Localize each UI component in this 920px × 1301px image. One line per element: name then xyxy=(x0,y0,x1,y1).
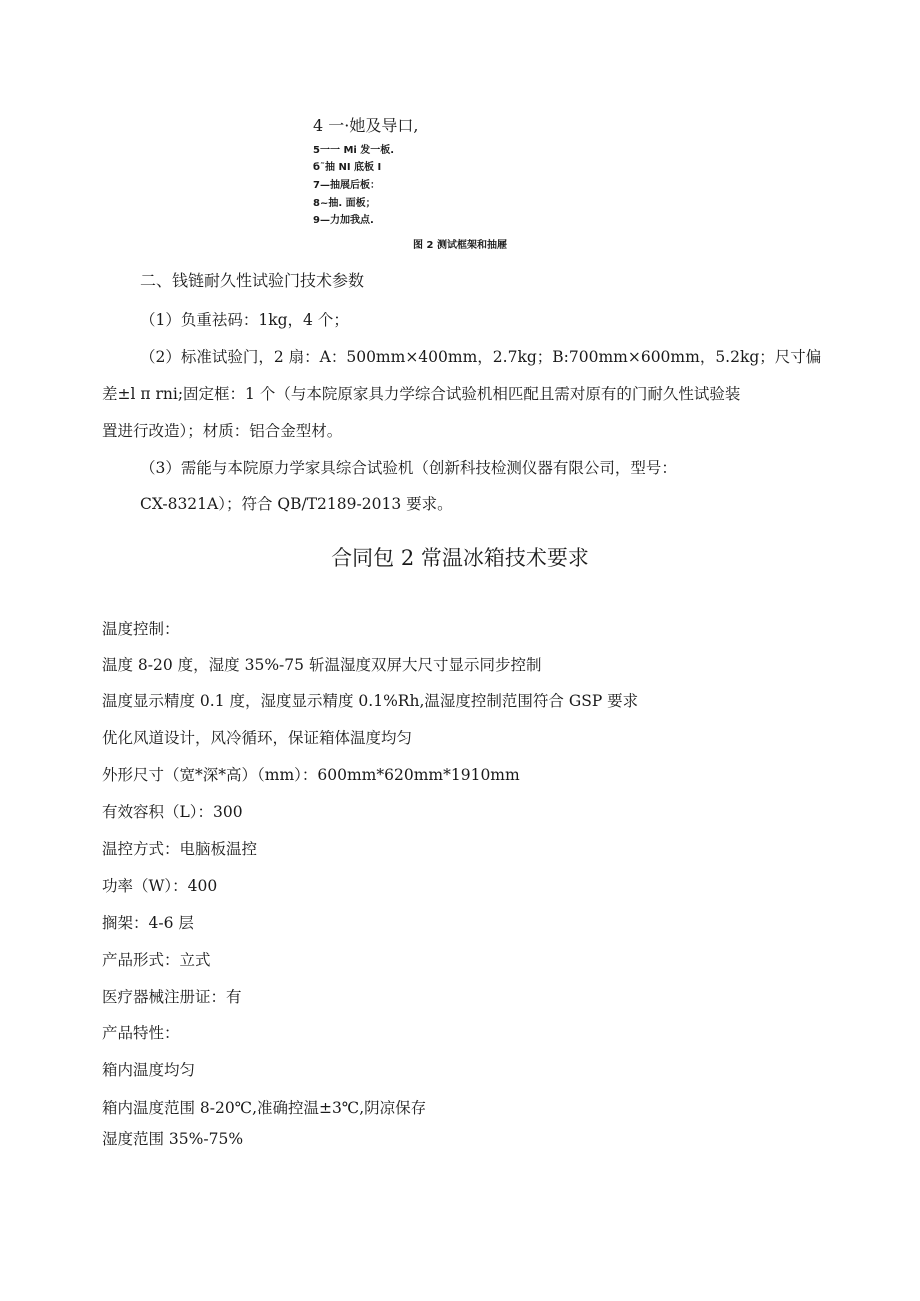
spec-line: 搁架：4-6 层 xyxy=(102,914,194,932)
spec-line: 箱内温度范围 8-20℃,准确控温±3℃,阴凉保存 xyxy=(102,1099,427,1117)
spec-line: 医疗器械注册证：有 xyxy=(102,988,242,1006)
figure-legend-item: 9—力加我点. xyxy=(313,215,374,226)
spec-line: 产品特性： xyxy=(102,1024,180,1042)
figure-legend-item: 7—抽展后板： xyxy=(313,180,380,191)
spec-line: 功率（W）：400 xyxy=(102,877,218,895)
figure-caption: 图 2 测试框架和抽屜 xyxy=(413,240,507,251)
spec-line: 外形尺寸（宽*深*高）（mm）：600mm*620mm*1910mm xyxy=(102,766,520,784)
figure-legend-item: б˜抽 NI 底板 I xyxy=(313,162,382,173)
figure-legend-item: 5一一 Mi 发一板. xyxy=(313,145,395,156)
spec-line: 有效容积（L）：300 xyxy=(102,803,243,821)
spec-line: 箱内温度均匀 xyxy=(102,1061,196,1079)
spec-line: 温控方式：电脑板温控 xyxy=(102,840,258,858)
param-item-2-cont: 置进行改造）；材质：铝合金型材。 xyxy=(102,422,343,440)
spec-line: 湿度范围 35%-75% xyxy=(102,1130,244,1148)
spec-line: 优化风道设计，风冷循环，保证箱体温度均匀 xyxy=(102,729,413,747)
spec-line: 产品形式：立式 xyxy=(102,951,211,969)
figure-legend-item: 8~抽. 面板； xyxy=(313,198,376,209)
spec-line: 温度显示精度 0.1 度，湿度显示精度 0.1%Rh,温湿度控制范围符合 GSP 要求 xyxy=(102,692,639,710)
param-item-1: （1）负重祛码：1kg，4 个； xyxy=(140,311,349,329)
spec-line: 温度控制： xyxy=(102,620,180,638)
contract-title: 合同包 2 常温冰箱技术要求 xyxy=(331,546,589,570)
param-item-3: （3）需能与本院原力学家具综合试验机（创新科技检测仪器有限公司，型号： xyxy=(140,459,677,477)
param-item-2-cont: 差±l π rni;固定框：1 个（与本院原家具力学综合试验机相匹配且需对原有的门耐久性试验装 xyxy=(102,385,741,403)
section-heading: 二、钱链耐久性试验门技术参数 xyxy=(140,271,365,290)
param-item-2: （2）标准试验门，2 扇：A：500mm×400mm，2.7kg；B:700mm×600mm，5.2kg；尺寸偏 xyxy=(140,348,822,366)
figure-legend-item: 4 一·她及导口, xyxy=(313,116,419,135)
param-item-3-cont: CX-8321A）；符合 QB/T2189-2013 要求。 xyxy=(140,495,453,513)
spec-line: 温度 8-20 度，湿度 35%-75 斩温湿度双屏大尺寸显示同步控制 xyxy=(102,656,542,674)
